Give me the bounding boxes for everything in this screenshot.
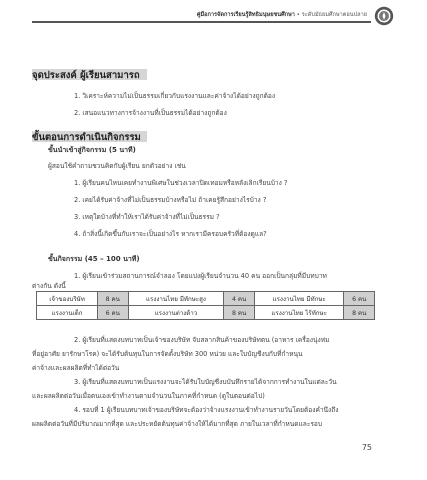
activity-paragraph: ค่าจ้างและผลผลิตที่ทำได้ต่อวัน: [32, 364, 120, 372]
activity-paragraph: 3. ผู้เรียนที่แสดงบทบาทเป็นแรงงานจะได้รับใบบัญชีงบบันทึกรายได้จากการทำงานในแต่ละวัน: [74, 378, 337, 386]
intro-stage-title: ขั้นนำเข้าสู่กิจกรรม (5 นาที): [48, 146, 136, 154]
table-cell: 8 คน: [344, 306, 375, 320]
question-item: 3. เหตุใดบ้างที่ทำให้เราได้รับค่าจ้างที่ไม่เป็นธรรม ?: [74, 213, 220, 221]
table-cell: เจ้าของบริษัท: [37, 292, 98, 306]
question-item: 4. ถ้าสิ่งนี้เกิดขึ้นกับเราจะเป็นอย่างไร หากเรามีครอบครัวที่ต้องดูแล?: [74, 230, 267, 238]
header-subtitle: • ระดับมัธยมศึกษาตอนปลาย: [294, 12, 367, 18]
activity-paragraph: ที่อยู่อาศัย ยารักษาโรค) จะได้รับต้นทุนในการจัดตั้งบริษัท 300 หน่วย และใบบัญชีงบกับที่กำหนุน: [32, 350, 303, 358]
table-cell: แรงงานไทย มีทักษะ: [254, 292, 344, 306]
question-item: 2. เคยได้รับค่าจ้างที่ไม่เป็นธรรมบ้างหรือไม่ ถ้าเคยรู้สึกอย่างไรบ้าง ?: [74, 196, 267, 204]
table-cell: แรงงานไทย มีทักษะสูง: [128, 292, 224, 306]
role-groups-table: [36, 291, 375, 320]
activity-paragraph: ผลผลิตต่อวันที่มีปริมาณมากที่สุด และประหยัดต้นทุนค่าจ้างให้ได้มากที่สุด ภายในเวลาที่กำหนดและรอบ: [32, 420, 323, 428]
activity-paragraph: และผลผลิตต่อวันเมื่อตนเองเข้าทำงานตามจำนวนในภาคที่กำหนด (ดูในตอนต่อไป): [32, 392, 265, 400]
activity-paragraph: ต่างกัน ดังนี้: [32, 282, 66, 290]
header-title: [197, 11, 367, 19]
page-number: 75: [361, 443, 372, 452]
objective-item: 2. เสนอแนวทางการจ้างงานที่เป็นธรรมได้อย่างถูกต้อง: [74, 109, 227, 117]
emblem-logo-icon: [374, 6, 394, 26]
table-cell: 8 คน: [98, 292, 128, 306]
activity-paragraph: 4. รอบที่ 1 ผู้เรียนบทบาทเจ้าของบริษัทจะต้องว่าจ้างแรงงานเข้าทำงานรายวันโดยต้องคำนึงถึง: [74, 406, 339, 414]
table-cell: 4 คน: [224, 292, 254, 306]
header-rule: [32, 21, 371, 23]
objective-item: 1. วิเคราะห์ความไม่เป็นธรรมเกี่ยวกับแรงงานและค่าจ้างได้อย่างถูกต้อง: [74, 92, 276, 100]
intro-stage-desc: ผู้สอนใช้คำถามชวนคิดกับผู้เรียน ยกตัวอย่าง เช่น: [48, 162, 186, 170]
question-item: 1. ผู้เรียนคนไหนเคยทำงานพิเศษในช่วงเวลาปิดเทอมหรือหลังเลิกเรียนบ้าง ?: [74, 179, 288, 187]
table-cell: 8 คน: [224, 306, 254, 320]
table-row: [37, 292, 375, 306]
table-cell: 6 คน: [344, 292, 375, 306]
procedure-heading: ขั้นตอนการดำเนินกิจกรรม: [32, 132, 141, 143]
table-cell: แรงงานเด็ก: [37, 306, 98, 320]
table-cell: แรงงานไทย ไร้ทักษะ: [254, 306, 344, 320]
table-row: [37, 306, 375, 320]
activity-paragraph: 2. ผู้เรียนที่แสดงบทบาทเป็นเจ้าของบริษัท จับสลากสินค้าของบริษัทตน (อาหาร เครื่องนุ่งห่ม: [74, 336, 330, 344]
objectives-heading: จุดประสงค์ ผู้เรียนสามารถ: [32, 70, 140, 81]
table-cell: 6 คน: [98, 306, 128, 320]
activity-stage-title: ขั้นกิจกรรม (45 – 100 นาที): [48, 255, 140, 263]
table-cell: แรงงานต่างด้าว: [128, 306, 224, 320]
activity-paragraph: 1. ผู้เรียนเข้าร่วมสถานการณ์จำลอง โดยแบ่งผู้เรียนจำนวน 40 คน ออกเป็นกลุ่มที่มีบทบาท: [74, 272, 327, 280]
header-main-title: คู่มือการจัดการเรียนรู้สิทธิมนุษยชนศึกษา: [196, 12, 295, 18]
page-header: [0, 0, 427, 30]
